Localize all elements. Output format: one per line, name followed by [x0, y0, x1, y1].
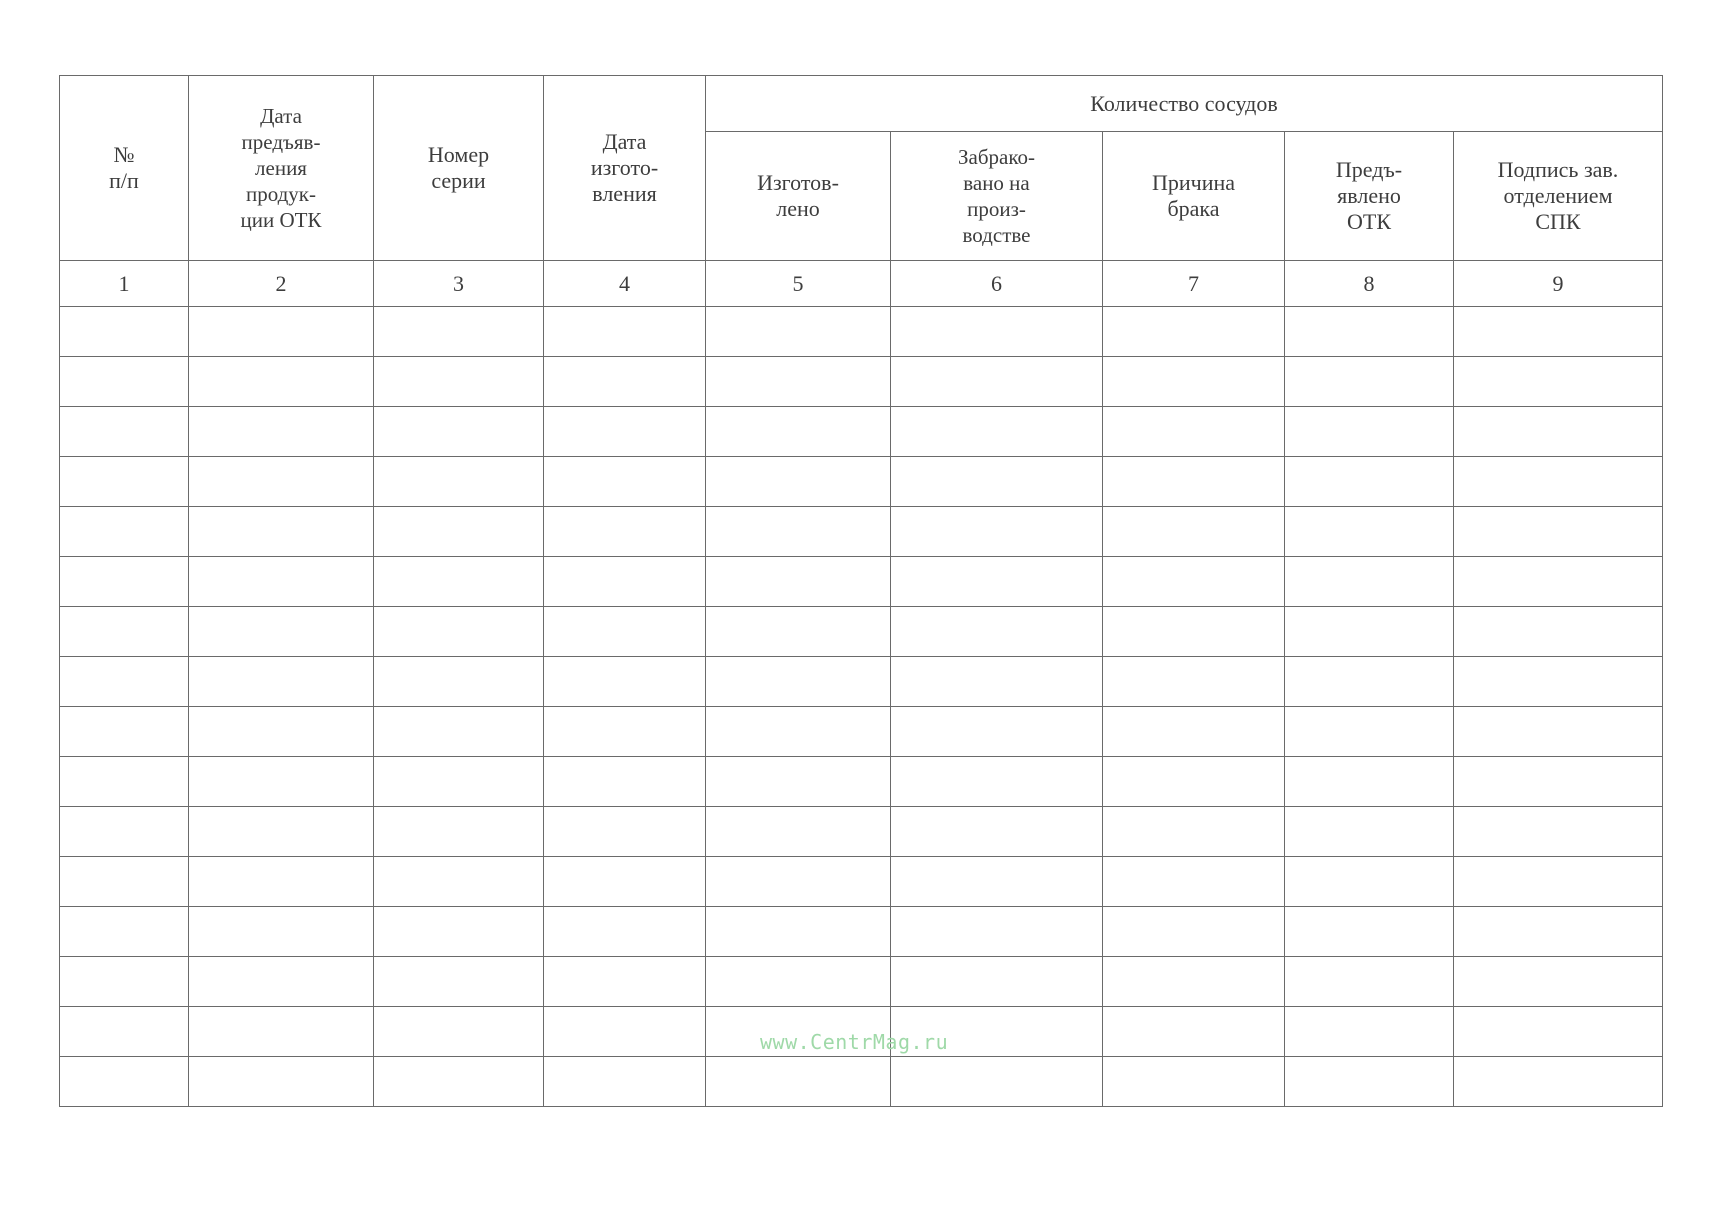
- table-cell: [60, 557, 189, 607]
- table-cell: [891, 857, 1103, 907]
- table-cell: [1103, 357, 1285, 407]
- table-cell: [706, 357, 891, 407]
- table-cell: [706, 707, 891, 757]
- table-cell: [1103, 907, 1285, 957]
- table-cell: [1454, 457, 1663, 507]
- table-cell: [1103, 657, 1285, 707]
- table-cell: [891, 957, 1103, 1007]
- table-cell: [544, 357, 706, 407]
- table-row: [60, 807, 1663, 857]
- column-number: 9: [1454, 261, 1663, 307]
- table-cell: [1103, 957, 1285, 1007]
- table-cell: [374, 907, 544, 957]
- table-cell: [60, 957, 189, 1007]
- table-cell: [189, 307, 374, 357]
- table-cell: [60, 1057, 189, 1107]
- table-cell: [189, 807, 374, 857]
- table-cell: [1103, 757, 1285, 807]
- table-cell: [544, 507, 706, 557]
- table-cell: [1454, 307, 1663, 357]
- table-cell: [544, 1007, 706, 1057]
- table-cell: [1454, 607, 1663, 657]
- table-cell: [1454, 857, 1663, 907]
- table-cell: [1285, 807, 1454, 857]
- table-cell: [891, 757, 1103, 807]
- journal-body: [60, 307, 1663, 1107]
- table-cell: [374, 707, 544, 757]
- table-row: [60, 857, 1663, 907]
- table-cell: [189, 357, 374, 407]
- header-row-top: [60, 76, 1663, 132]
- table-cell: [891, 507, 1103, 557]
- table-cell: [1285, 307, 1454, 357]
- header-col-7: Причина брака: [1103, 132, 1285, 261]
- table-cell: [706, 807, 891, 857]
- table-row: [60, 307, 1663, 357]
- table-cell: [374, 857, 544, 907]
- table-cell: [374, 1007, 544, 1057]
- column-number: 2: [189, 261, 374, 307]
- table-cell: [891, 907, 1103, 957]
- table-cell: [1103, 707, 1285, 757]
- table-cell: [189, 507, 374, 557]
- journal-form: [59, 75, 1662, 1141]
- table-cell: [1103, 607, 1285, 657]
- table-row: [60, 557, 1663, 607]
- table-cell: [544, 757, 706, 807]
- table-cell: [706, 907, 891, 957]
- table-cell: [189, 407, 374, 457]
- table-cell: [706, 507, 891, 557]
- table-cell: [544, 307, 706, 357]
- table-cell: [1285, 507, 1454, 557]
- table-cell: [891, 657, 1103, 707]
- table-cell: [1285, 907, 1454, 957]
- table-cell: [1454, 1057, 1663, 1107]
- table-cell: [706, 407, 891, 457]
- table-cell: [60, 507, 189, 557]
- table-cell: [374, 307, 544, 357]
- table-cell: [1454, 507, 1663, 557]
- table-cell: [1103, 457, 1285, 507]
- table-cell: [1285, 757, 1454, 807]
- table-cell: [1285, 1007, 1454, 1057]
- header-col-5: Изготов- лено: [706, 132, 891, 261]
- table-cell: [1454, 907, 1663, 957]
- table-cell: [1285, 957, 1454, 1007]
- table-cell: [891, 407, 1103, 457]
- header-col-1: № п/п: [60, 76, 189, 261]
- table-cell: [1454, 407, 1663, 457]
- table-cell: [189, 457, 374, 507]
- table-cell: [706, 1057, 891, 1107]
- column-number: 5: [706, 261, 891, 307]
- table-cell: [189, 557, 374, 607]
- table-cell: [544, 1057, 706, 1107]
- table-cell: [706, 307, 891, 357]
- table-cell: [706, 957, 891, 1007]
- column-number: 3: [374, 261, 544, 307]
- table-cell: [60, 907, 189, 957]
- table-cell: [60, 307, 189, 357]
- table-cell: [1454, 1007, 1663, 1057]
- table-cell: [544, 407, 706, 457]
- table-cell: [374, 557, 544, 607]
- column-number: 8: [1285, 261, 1454, 307]
- table-cell: [60, 607, 189, 657]
- table-cell: [374, 357, 544, 407]
- table-cell: [544, 707, 706, 757]
- table-cell: [60, 807, 189, 857]
- table-row: [60, 757, 1663, 807]
- table-cell: [1103, 307, 1285, 357]
- table-row: [60, 407, 1663, 457]
- table-cell: [60, 857, 189, 907]
- table-cell: [374, 1057, 544, 1107]
- table-cell: [189, 707, 374, 757]
- table-cell: [1454, 357, 1663, 407]
- column-number-row: [60, 261, 1663, 307]
- column-number: 4: [544, 261, 706, 307]
- table-cell: [1103, 857, 1285, 907]
- table-cell: [544, 957, 706, 1007]
- table-cell: [60, 757, 189, 807]
- table-cell: [1103, 507, 1285, 557]
- watermark: www.CentrMag.ru: [760, 1030, 949, 1054]
- table-cell: [706, 657, 891, 707]
- table-cell: [1285, 557, 1454, 607]
- table-cell: [1103, 407, 1285, 457]
- table-cell: [374, 757, 544, 807]
- header-col-4: Дата изгото- вления: [544, 76, 706, 261]
- table-cell: [1285, 407, 1454, 457]
- table-cell: [189, 857, 374, 907]
- table-cell: [60, 707, 189, 757]
- table-cell: [60, 1007, 189, 1057]
- table-cell: [374, 457, 544, 507]
- header-col-8: Предъ- явлено ОТК: [1285, 132, 1454, 261]
- table-cell: [544, 557, 706, 607]
- header-col-2: Дата предъяв- ления продук- ции ОТК: [189, 76, 374, 261]
- header-col-3: Номер серии: [374, 76, 544, 261]
- table-cell: [189, 1007, 374, 1057]
- table-cell: [706, 857, 891, 907]
- table-cell: [1285, 707, 1454, 757]
- table-cell: [1454, 807, 1663, 857]
- table-row: [60, 707, 1663, 757]
- table-cell: [189, 607, 374, 657]
- table-cell: [1103, 557, 1285, 607]
- table-cell: [374, 407, 544, 457]
- table-cell: [1103, 1057, 1285, 1107]
- table-row: [60, 607, 1663, 657]
- table-cell: [891, 557, 1103, 607]
- table-cell: [1285, 607, 1454, 657]
- table-cell: [1103, 1007, 1285, 1057]
- table-cell: [891, 457, 1103, 507]
- table-row: [60, 357, 1663, 407]
- table-cell: [544, 607, 706, 657]
- table-cell: [374, 507, 544, 557]
- table-cell: [891, 1057, 1103, 1107]
- table-cell: [706, 757, 891, 807]
- table-cell: [1285, 457, 1454, 507]
- table-cell: [544, 657, 706, 707]
- table-cell: [189, 1057, 374, 1107]
- table-cell: [891, 607, 1103, 657]
- table-cell: [189, 957, 374, 1007]
- table-cell: [60, 407, 189, 457]
- table-cell: [374, 657, 544, 707]
- table-cell: [1454, 957, 1663, 1007]
- table-cell: [374, 607, 544, 657]
- header-col-9: Подпись зав. отделением СПК: [1454, 132, 1663, 261]
- group-header-vessel-count: Количество сосудов: [706, 76, 1663, 132]
- column-number: 7: [1103, 261, 1285, 307]
- table-cell: [374, 807, 544, 857]
- table-cell: [706, 557, 891, 607]
- table-cell: [189, 657, 374, 707]
- table-row: [60, 457, 1663, 507]
- table-cell: [60, 457, 189, 507]
- table-row: [60, 657, 1663, 707]
- table-cell: [544, 857, 706, 907]
- table-cell: [891, 707, 1103, 757]
- table-cell: [544, 907, 706, 957]
- table-cell: [60, 357, 189, 407]
- table-cell: [1285, 857, 1454, 907]
- table-cell: [891, 807, 1103, 857]
- column-number: 1: [60, 261, 189, 307]
- header-col-6: Забрако- вано на произ- водстве: [891, 132, 1103, 261]
- table-cell: [891, 357, 1103, 407]
- table-cell: [1454, 757, 1663, 807]
- table-cell: [374, 957, 544, 1007]
- column-number: 6: [891, 261, 1103, 307]
- table-row: [60, 1057, 1663, 1107]
- table-row: [60, 907, 1663, 957]
- table-cell: [1285, 357, 1454, 407]
- table-row: [60, 507, 1663, 557]
- table-cell: [544, 807, 706, 857]
- table-cell: [1454, 557, 1663, 607]
- table-cell: [1285, 1057, 1454, 1107]
- table-cell: [1454, 657, 1663, 707]
- table-row: [60, 957, 1663, 1007]
- table-cell: [60, 657, 189, 707]
- table-cell: [1285, 657, 1454, 707]
- table-cell: [891, 307, 1103, 357]
- journal-table: [59, 75, 1663, 1107]
- table-cell: [189, 757, 374, 807]
- table-cell: [1454, 707, 1663, 757]
- table-cell: [706, 607, 891, 657]
- table-cell: [706, 457, 891, 507]
- table-cell: [544, 457, 706, 507]
- table-cell: [1103, 807, 1285, 857]
- table-cell: [189, 907, 374, 957]
